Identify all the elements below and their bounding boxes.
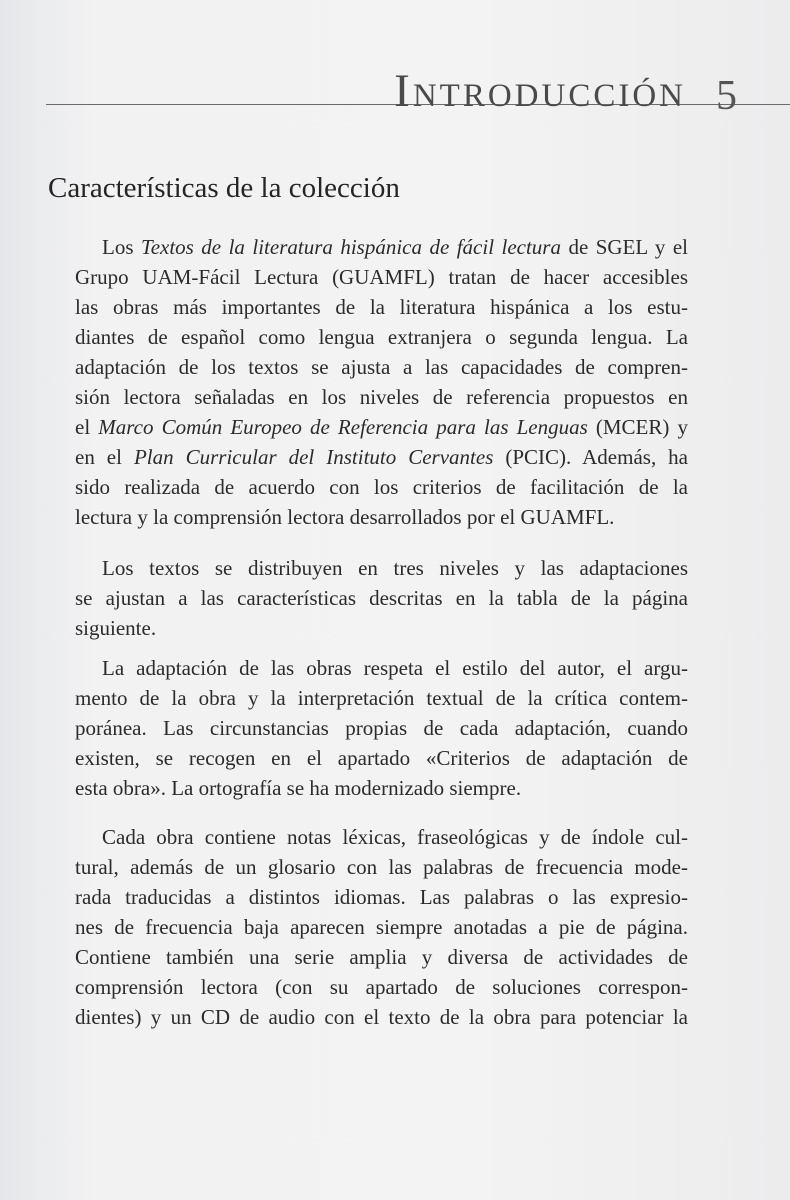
text-line [75, 442, 688, 472]
text-run: tural, además de un glosario con las palabras de frecuencia mode- [75, 855, 688, 879]
text-run: de SGEL y el [560, 235, 688, 259]
text-run: adaptación de los textos se ajusta a las capacidades de compren- [75, 355, 688, 379]
text-line [75, 583, 688, 613]
text-line [75, 412, 688, 442]
running-head [0, 62, 790, 120]
text-line [75, 613, 688, 643]
text-line [75, 382, 688, 412]
text-run: (MCER) y [587, 415, 688, 439]
text-line [75, 502, 688, 532]
text-line [75, 942, 688, 972]
text-run: Cada obra contiene notas léxicas, fraseológicas y de índole cul- [102, 825, 688, 849]
paragraph [75, 822, 688, 1032]
text-line [75, 822, 688, 852]
page-number: 5 [716, 73, 737, 119]
text-line [75, 352, 688, 382]
text-line [75, 882, 688, 912]
text-line [75, 773, 688, 803]
italic-title: Plan Curricular del Instituto Cervantes [133, 445, 494, 469]
text-line [75, 322, 688, 352]
chapter-title: Introducción [394, 65, 686, 117]
text-run: dientes) y un CD de audio con el texto de la obra para potenciar la [75, 1005, 688, 1029]
text-run: siguiente. [75, 616, 157, 640]
text-run: (PCIC). Además, ha [493, 445, 688, 469]
page-content [48, 170, 688, 1029]
italic-title: Marco Común Europeo de Referencia para las Lenguas [98, 415, 588, 439]
paragraph [75, 232, 688, 532]
text-line [75, 743, 688, 773]
text-run: Los textos se distribuyen en tres niveles y las adaptaciones [102, 556, 688, 580]
text-line [75, 553, 688, 583]
text-run: las obras más importantes de la literatura hispánica a los estu- [75, 295, 688, 319]
text-line [75, 232, 688, 262]
text-run: comprensión lectora (con su apartado de soluciones correspon- [75, 975, 688, 999]
text-line [75, 912, 688, 942]
text-run: se ajustan a las características descritas en la tabla de la página [75, 586, 688, 610]
text-run: en el [75, 445, 134, 469]
text-run: el [75, 415, 99, 439]
text-run: Contiene también una serie amplia y diversa de actividades de [75, 945, 688, 969]
text-line [75, 292, 688, 322]
text-run: esta obra». La ortografía se ha modernizado siempre. [75, 776, 522, 800]
text-line [75, 713, 688, 743]
text-run: Los [102, 235, 141, 259]
text-run: sión lectora señaladas en los niveles de referencia propuestos en [75, 385, 688, 409]
text-run: nes de frecuencia baja aparecen siempre anotadas a pie de página. [75, 915, 688, 939]
text-run: rada traducidas a distintos idiomas. Las palabras o las expresio- [75, 885, 688, 909]
paragraph [75, 653, 688, 803]
text-run: poránea. Las circunstancias propias de cada adaptación, cuando [75, 716, 688, 740]
text-line [75, 472, 688, 502]
text-line [75, 653, 688, 683]
text-run: diantes de español como lengua extranjera o segunda lengua. La [75, 325, 688, 349]
text-run: lectura y la comprensión lectora desarrollados por el GUAMFL. [75, 505, 615, 529]
text-run: existen, se recogen en el apartado «Criterios de adaptación de [75, 746, 688, 770]
text-line [75, 972, 688, 1002]
text-line [75, 262, 688, 292]
text-line [75, 683, 688, 713]
text-line [75, 1002, 688, 1032]
text-run: mento de la obra y la interpretación textual de la crítica contem- [75, 686, 688, 710]
text-run: La adaptación de las obras respeta el estilo del autor, el argu- [102, 656, 688, 680]
text-run: sido realizada de acuerdo con los criterios de facilitación de la [75, 475, 688, 499]
text-line [75, 852, 688, 882]
italic-title: Textos de la literatura hispánica de fácil lectura [140, 235, 561, 259]
paragraph [75, 553, 688, 643]
text-run: Grupo UAM-Fácil Lectura (GUAMFL) tratan de hacer accesibles [75, 265, 688, 289]
section-title: Características de la colección [48, 172, 400, 204]
